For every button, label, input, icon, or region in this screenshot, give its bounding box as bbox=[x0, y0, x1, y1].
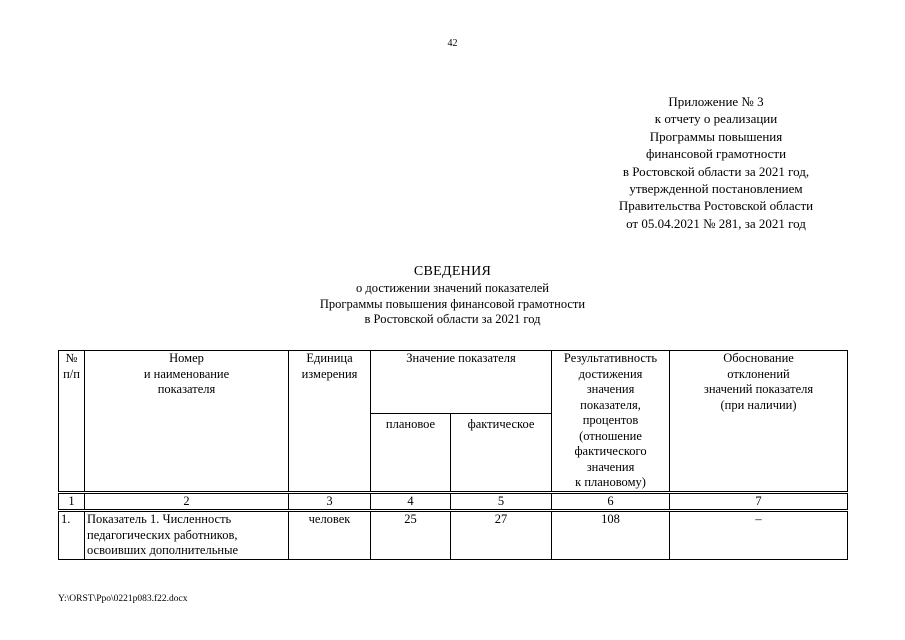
table-row bbox=[59, 511, 848, 560]
row-actual: 27 bbox=[451, 511, 552, 560]
document-subtitle-line: о достижении значений показателей bbox=[356, 281, 549, 295]
column-number: 2 bbox=[85, 492, 289, 511]
appendix-header bbox=[585, 93, 847, 232]
document-subtitle-line: в Ростовской области за 2021 год bbox=[364, 312, 541, 326]
column-number: 7 bbox=[670, 492, 848, 511]
row-indicator-name: Показатель 1. Численность педагогических работников, освоивших дополнительные bbox=[85, 511, 289, 560]
header-effectiveness: Результативность достижения значения показателя, процентов (отношение фактического значения к плановому) bbox=[552, 351, 670, 493]
row-justification: – bbox=[670, 511, 848, 560]
appendix-line: от 05.04.2021 № 281, за 2021 год bbox=[626, 215, 806, 231]
document-title-block bbox=[0, 263, 905, 328]
row-unit: человек bbox=[289, 511, 371, 560]
header-justification: Обоснование отклонений значений показателя (при наличии) bbox=[670, 351, 848, 493]
column-number: 6 bbox=[552, 492, 670, 511]
row-planned: 25 bbox=[371, 511, 451, 560]
header-num: № п/п bbox=[59, 351, 85, 493]
column-number: 1 bbox=[59, 492, 85, 511]
column-numbers-row bbox=[59, 492, 848, 511]
header-planned: плановое bbox=[371, 414, 451, 492]
header-name: Номер и наименование показателя bbox=[85, 351, 289, 493]
appendix-line: Программы повышения bbox=[649, 128, 783, 144]
file-path-footer: Y:\ORST\Ppo\0221p083.f22.docx bbox=[58, 594, 188, 604]
row-effectiveness: 108 bbox=[552, 511, 670, 560]
appendix-line: утвержденной постановлением bbox=[629, 181, 803, 197]
header-actual: фактическое bbox=[451, 414, 552, 492]
document-title: СВЕДЕНИЯ bbox=[413, 264, 492, 279]
appendix-line: в Ростовской области за 2021 год, bbox=[622, 163, 810, 179]
header-unit: Единица измерения bbox=[289, 351, 371, 493]
appendix-line: финансовой грамотности bbox=[645, 146, 787, 162]
header-value-group: Значение показателя bbox=[371, 351, 552, 414]
table-header-row bbox=[59, 351, 848, 414]
column-number: 3 bbox=[289, 492, 371, 511]
indicators-table bbox=[58, 350, 848, 560]
appendix-line: к отчету о реализации bbox=[654, 111, 778, 127]
row-num: 1. bbox=[59, 511, 85, 560]
page-number: 42 bbox=[447, 38, 458, 49]
appendix-line: Приложение № 3 bbox=[668, 94, 764, 109]
document-subtitle-line: Программы повышения финансовой грамотности bbox=[319, 296, 586, 311]
column-number: 5 bbox=[451, 492, 552, 511]
appendix-line: Правительства Ростовской области bbox=[618, 198, 814, 214]
column-number: 4 bbox=[371, 492, 451, 511]
